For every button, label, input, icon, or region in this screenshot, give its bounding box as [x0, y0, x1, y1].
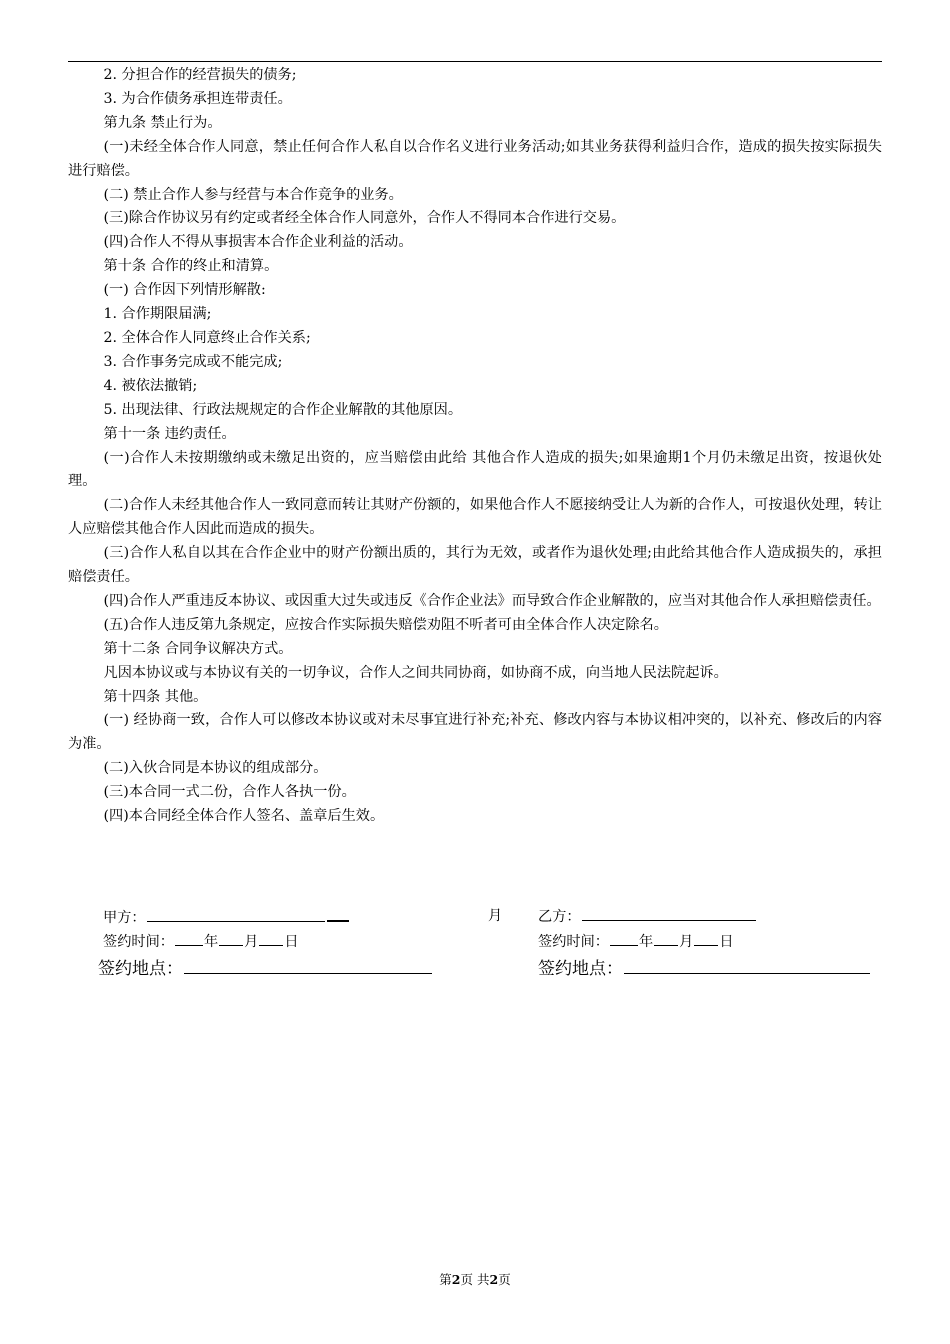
list-item: 2. 分担合作的经营损失的债务; — [103, 67, 297, 83]
party-a-line — [103, 906, 350, 928]
clause: (三)合作人私自以其在合作企业中的财产份额出质的，其行为无效，或者作为退伙处理;由此给其他合作人造成损失的，承担赔偿责任。 — [68, 545, 882, 586]
party-a-sign-place — [98, 957, 433, 979]
year-blank — [175, 931, 203, 946]
footer-suffix: 页 — [498, 1272, 511, 1287]
party-b-sign-time — [538, 931, 734, 952]
clause: (二)合作人未经其他合作人一致同意而转让其财产份额的，如果他合作人不愿接纳受让人为新的合作人，可按退伙处理，转让人应赔偿其他合作人因此而造成的损失。 — [68, 497, 882, 538]
party-a-blank — [147, 907, 325, 922]
party-a-sign-time — [103, 931, 299, 952]
page-footer — [0, 1270, 950, 1288]
clause: (一) 经协商一致，合作人可以修改本协议或对未尽事宜进行补充;补充、修改内容与本协议相冲突的，以补充、修改后的内容为准。 — [68, 712, 882, 753]
clause: (二) 禁止合作人参与经营与本合作竞争的业务。 — [103, 186, 403, 203]
footer-middle: 页 共 — [460, 1272, 490, 1287]
article-heading: 第九条 禁止行为。 — [103, 114, 222, 131]
clause: (四)合作人不得从事损害本合作企业利益的活动。 — [103, 234, 413, 251]
clause: (四)本合同经全体合作人签名、盖章后生效。 — [103, 808, 385, 825]
year-label: 年 — [203, 934, 219, 950]
party-a-label: 甲方： — [103, 910, 146, 926]
month-blank — [219, 931, 243, 946]
header-rule — [68, 61, 882, 62]
party-b-sign-place — [538, 957, 871, 979]
party-a-blank-bold — [327, 906, 349, 922]
clause: (五)合作人违反第九条规定，应按合作实际损失赔偿劝阻不听者可由全体合作人决定除名。 — [103, 616, 668, 633]
party-b-label: 乙方： — [538, 909, 581, 925]
article-heading: 第十条 合作的终止和清算。 — [103, 258, 279, 275]
day-label: 日 — [719, 934, 734, 950]
document-body — [68, 64, 882, 829]
sign-place-blank — [624, 957, 870, 974]
list-item: 1. 合作期限届满; — [103, 306, 212, 323]
year-blank — [610, 931, 638, 946]
sign-place-label: 签约地点： — [538, 959, 623, 979]
clause: (三)本合同一式二份，合作人各执一份。 — [103, 784, 356, 801]
list-item: 5. 出现法律、行政法规规定的合作企业解散的其他原因。 — [103, 401, 463, 418]
list-item: 3. 合作事务完成或不能完成; — [103, 353, 283, 370]
day-label: 日 — [284, 934, 299, 950]
sign-time-label: 签约时间： — [538, 934, 609, 950]
day-blank — [259, 931, 283, 946]
footer-prefix: 第 — [439, 1272, 452, 1287]
sign-place-blank — [184, 957, 432, 974]
sign-place-label: 签约地点： — [98, 959, 183, 979]
party-b-blank — [582, 906, 756, 921]
clause: (二)入伙合同是本协议的组成部分。 — [103, 760, 328, 777]
article-heading: 第十二条 合同争议解决方式。 — [103, 640, 293, 657]
clause: (四)合作人严重违反本协议、或因重大过失或违反《合作企业法》而导致合作企业解散的，应当对其他合作人承担赔偿责任。 — [103, 592, 881, 609]
clause: 凡因本协议或与本协议有关的一切争议，合作人之间共同协商，如协商不成，向当地人民法院起诉。 — [103, 664, 728, 681]
clause: (三)除合作协议另有约定或者经全体合作人同意外，合作人不得同本合作进行交易。 — [103, 210, 626, 227]
clause: (一)合作人未按期缴纳或未缴足出资的，应当赔偿由此给 其他合作人造成的损失;如果逾期1个月仍未缴足出资，按退伙处理。 — [68, 449, 882, 490]
clause: (一) 合作因下列情形解散: — [103, 282, 266, 299]
article-heading: 第十一条 违约责任。 — [103, 425, 236, 442]
year-label: 年 — [638, 934, 654, 950]
list-item: 2. 全体合作人同意终止合作关系; — [103, 329, 311, 346]
list-item: 3. 为合作债务承担连带责任。 — [103, 90, 292, 107]
month-blank — [654, 931, 678, 946]
month-label: 月 — [244, 934, 259, 950]
month-label: 月 — [679, 934, 694, 950]
stray-month-text: 月 — [488, 908, 503, 924]
day-blank — [694, 931, 718, 946]
clause: (一)未经全体合作人同意，禁止任何合作人私自以合作名义进行业务活动;如其业务获得利益归合作，造成的损失按实际损失进行赔偿。 — [68, 138, 882, 179]
list-item: 4. 被依法撤销; — [103, 377, 198, 394]
footer-total-pages: 2 — [489, 1272, 499, 1287]
article-heading: 第十四条 其他。 — [103, 688, 208, 705]
party-b-line — [538, 906, 757, 927]
sign-time-label: 签约时间： — [103, 934, 174, 950]
footer-current-page: 2 — [451, 1272, 461, 1287]
